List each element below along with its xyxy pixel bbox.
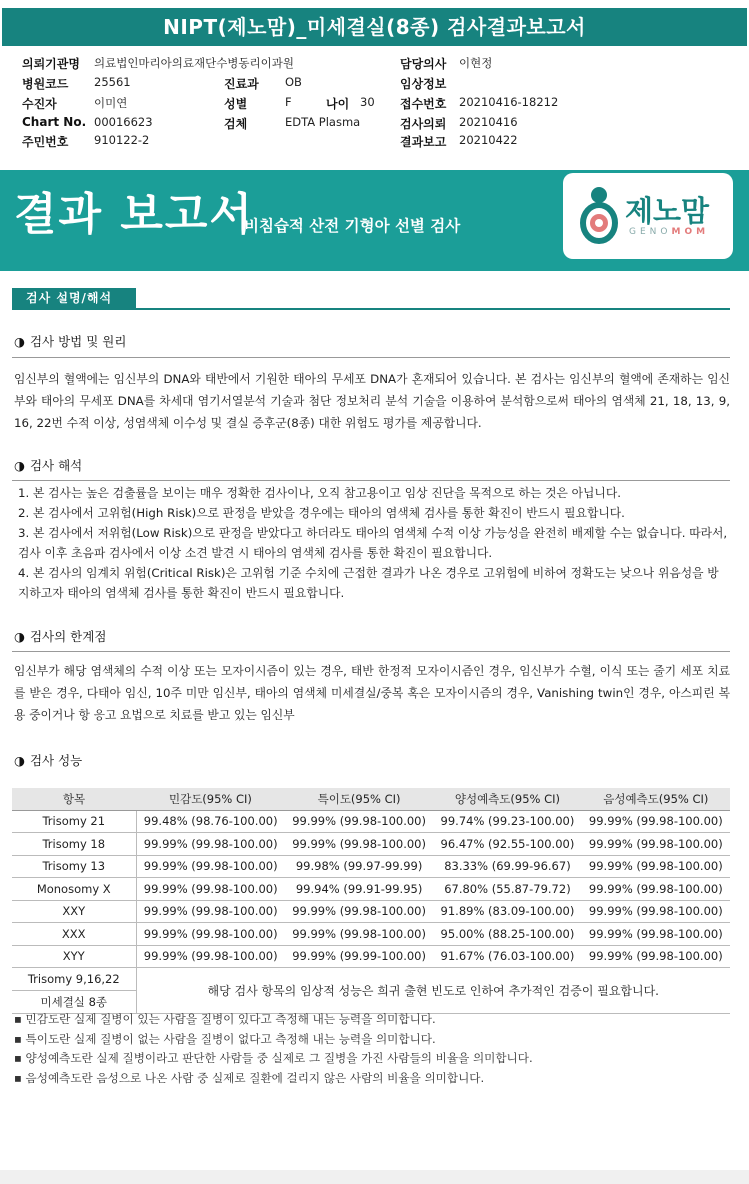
table-cell: 99.98% (99.97-99.99) [285,855,433,878]
logo-english [629,227,709,237]
table-cell: Trisomy 18 [12,833,136,856]
footer-bar [0,1170,749,1184]
limits-heading [14,627,106,645]
logo-name: 제노맘 [625,194,710,228]
table-row [12,923,730,946]
chart-value: 00016623 [94,115,153,129]
table-cell: 99.94% (99.91-99.95) [285,878,433,901]
divider [12,651,730,652]
table-row [12,945,730,968]
specimen-value: EDTA Plasma [285,115,361,129]
id-label: 주민번호 [22,135,69,149]
table-header: 민감도(95% CI) [136,788,285,810]
header-band [0,0,749,50]
table-cell: 99.99% (99.98-100.00) [582,833,730,856]
table-cell: 99.99% (99.98-100.00) [136,900,285,923]
doctor-label: 담당의사 [400,57,447,71]
table-cell: XXX [12,923,136,946]
half-circle-icon: ◑ [14,629,25,644]
table-note-cell: 해당 검사 항목의 임상적 성능은 희귀 출현 빈도로 인하여 추가적인 검증이 필요합니다. [136,968,730,1014]
table-cell: 67.80% (55.87-79.72) [433,878,581,901]
note-item: ▪ 특이도란 실제 질병이 없는 사람을 질병이 없다고 측정해 내는 능력을 의미합니다. [14,1031,436,1046]
half-circle-icon: ◑ [14,753,25,768]
hospital-code-label: 병원코드 [22,77,69,91]
note-item: ▪ 민감도란 실제 질병이 있는 사람을 질병이 있다고 측정해 내는 능력을 의미합니다. [14,1012,436,1026]
patient-info [22,55,732,155]
table-cell: 99.99% (99.98-100.00) [582,945,730,968]
half-circle-icon: ◑ [14,334,25,349]
report-date-value: 20210422 [459,133,518,147]
interpretation-list [18,483,730,603]
institution-label: 의뢰기관명 [22,57,80,71]
logo-en-geno: GENO [629,227,672,237]
specimen-label: 검체 [224,117,248,131]
performance-heading-text: 검사 성능 [29,753,83,768]
note-item: ▪ 양성예측도란 실제 질병이라고 판단한 사람들 중 실제로 그 질병을 가진 사람들의 비율을 의미합니다. [14,1051,533,1065]
age-label: 나이 [326,97,350,111]
institution-value: 의료법인마리아의료재단수병동리이과원 [94,56,294,70]
table-header: 특이도(95% CI) [285,788,433,810]
table-cell: 95.00% (88.25-100.00) [433,923,581,946]
table-cell: Monosomy X [12,878,136,901]
table-cell: XYY [12,945,136,968]
result-banner [0,170,749,271]
table-row [12,878,730,901]
limits-heading-text: 검사의 한계점 [29,629,107,644]
table-cell: 99.99% (99.98-100.00) [136,855,285,878]
table-cell: 99.99% (99.98-100.00) [285,833,433,856]
table-cell: 미세결실 8종 [12,990,136,1013]
receipt-no-label: 접수번호 [400,97,447,111]
clinical-info-label: 임상정보 [400,77,447,91]
table-row [12,855,730,878]
table-cell: 96.47% (92.55-100.00) [433,833,581,856]
banner-title: 결과 보고서 [14,189,254,240]
genomom-logo-icon [569,183,629,253]
table-cell: 99.99% (99.98-100.00) [582,878,730,901]
definitions-notes [14,1010,533,1088]
table-row [12,968,730,991]
table-cell: 99.99% (99.98-100.00) [582,810,730,833]
table-cell: 99.99% (99.98-100.00) [582,923,730,946]
list-item: 1. 본 검사는 높은 검출률을 보이는 매우 정확한 검사이나, 오직 참고용이고 임상 진단을 목적으로 하는 것은 아닙니다. [18,486,621,500]
performance-heading [14,751,82,769]
table-header-row [12,788,730,810]
table-cell: 99.99% (99.98-100.00) [136,945,285,968]
id-value: 910122-2 [94,133,150,147]
half-circle-icon: ◑ [14,458,25,473]
table-cell: XXY [12,900,136,923]
banner-subtitle: 비침습적 산전 기형아 선별 검사 [244,217,461,235]
patient-value: 이미연 [94,96,128,110]
table-cell: 99.48% (98.76-100.00) [136,810,285,833]
genomom-logo [563,173,733,259]
method-heading-text: 검사 방법 및 원리 [29,334,127,349]
table-row [12,810,730,833]
section-divider [12,308,730,310]
table-row [12,833,730,856]
table-cell: 83.33% (69.99-96.67) [433,855,581,878]
hospital-code-value: 25561 [94,75,131,89]
table-cell: 99.99% (99.98-100.00) [582,900,730,923]
table-cell: 99.99% (99.98-100.00) [285,923,433,946]
chart-label: Chart No. [22,115,87,129]
table-cell: 91.67% (76.03-100.00) [433,945,581,968]
divider [12,480,730,481]
method-text: 임신부의 혈액에는 임신부의 DNA와 태반에서 기원한 태아의 무세포 DNA가 혼재되어 있습니다. 본 검사는 임신부의 혈액에 존재하는 임신부와 태아의 무세포 DNA를 차세대 염기서열분석 기술과 첨단 정보처리 분석 기술을 이용하여 분석함으로써 태아의 염색체 21, 18, 13, 9, 16, 22번 수적 이상, 성염색체 이수성 및 결실 증후군(8종) 대한 위험도 평가를 제공합니다. [14,372,730,430]
department-label: 진료과 [224,77,259,91]
table-cell: 99.99% (99.98-100.00) [285,900,433,923]
table-cell: 99.99% (99.98-100.00) [582,855,730,878]
doctor-value: 이현정 [459,56,493,70]
table-row [12,900,730,923]
divider [12,357,730,358]
request-date-label: 검사의뢰 [400,117,447,131]
table-header: 음성예측도(95% CI) [582,788,730,810]
table-cell: 99.99% (99.98-100.00) [136,923,285,946]
sex-value: F [285,95,292,109]
age-value: 30 [360,95,375,109]
limits-text: 임신부가 해당 염색체의 수적 이상 또는 모자이시즘이 있는 경우, 태반 한정적 모자이시즘인 경우, 임신부가 수혈, 이식 또는 줄기 세포 치료를 받은 경우, 다태아 임신, 10주 미만 임신부, 태아의 염색체 미세결실/중복 혹은 모자이시즘의 경우, Vanishing twin인 경우, 아스피린 복용 중이거나 항 응고 요법으로 치료를 받고 있는 임신부 [14,664,730,722]
interpretation-heading [14,456,82,474]
table-cell: 99.99% (99.99-100.00) [285,945,433,968]
interpretation-heading-text: 검사 해석 [29,458,83,473]
table-cell: 99.74% (99.23-100.00) [433,810,581,833]
request-date-value: 20210416 [459,115,518,129]
table-header: 항목 [12,788,136,810]
table-header: 양성예측도(95% CI) [433,788,581,810]
report-title: NIPT(제노맘)_미세결실(8종) 검사결과보고서 [2,8,747,46]
method-heading [14,332,126,350]
list-item: 3. 본 검사에서 저위험(Low Risk)으로 판정을 받았다고 하더라도 태아의 염색체 수적 이상 가능성을 완전히 배제할 수는 없습니다. 따라서, 검사 이후 초음파 검사에서 이상 소견 발견 시 태아의 염색체 검사를 통한 확진이 필요합니다. [18,526,728,560]
report-date-label: 결과보고 [400,135,447,149]
note-item: ▪ 음성예측도란 음성으로 나온 사람 중 실제로 질환에 걸리지 않은 사람의 비율을 의미합니다. [14,1070,485,1085]
receipt-no-value: 20210416-18212 [459,95,559,109]
section-title: 검사 설명/해석 [12,288,136,309]
department-value: OB [285,75,302,89]
sex-label: 성별 [224,97,248,111]
table-cell: 99.99% (99.98-100.00) [136,878,285,901]
table-cell: 91.89% (83.09-100.00) [433,900,581,923]
table-cell: 99.99% (99.98-100.00) [285,810,433,833]
performance-table [12,788,730,1014]
list-item: 4. 본 검사의 임계치 위험(Critical Risk)은 고위험 기준 수치에 근접한 결과가 나온 경우로 고위험에 비하여 정확도는 낮으나 위음성을 방지하고자 태아의 염색체 검사를 통한 확진이 반드시 필요합니다. [18,566,719,600]
patient-label: 수진자 [22,97,57,111]
table-cell: Trisomy 9,16,22 [12,968,136,991]
table-cell: Trisomy 21 [12,810,136,833]
table-cell: Trisomy 13 [12,855,136,878]
table-cell: 99.99% (99.98-100.00) [136,833,285,856]
list-item: 2. 본 검사에서 고위험(High Risk)으로 판정을 받았을 경우에는 태아의 염색체 검사를 통한 확진이 반드시 필요합니다. [18,506,625,520]
logo-en-mom: MOM [671,227,710,237]
